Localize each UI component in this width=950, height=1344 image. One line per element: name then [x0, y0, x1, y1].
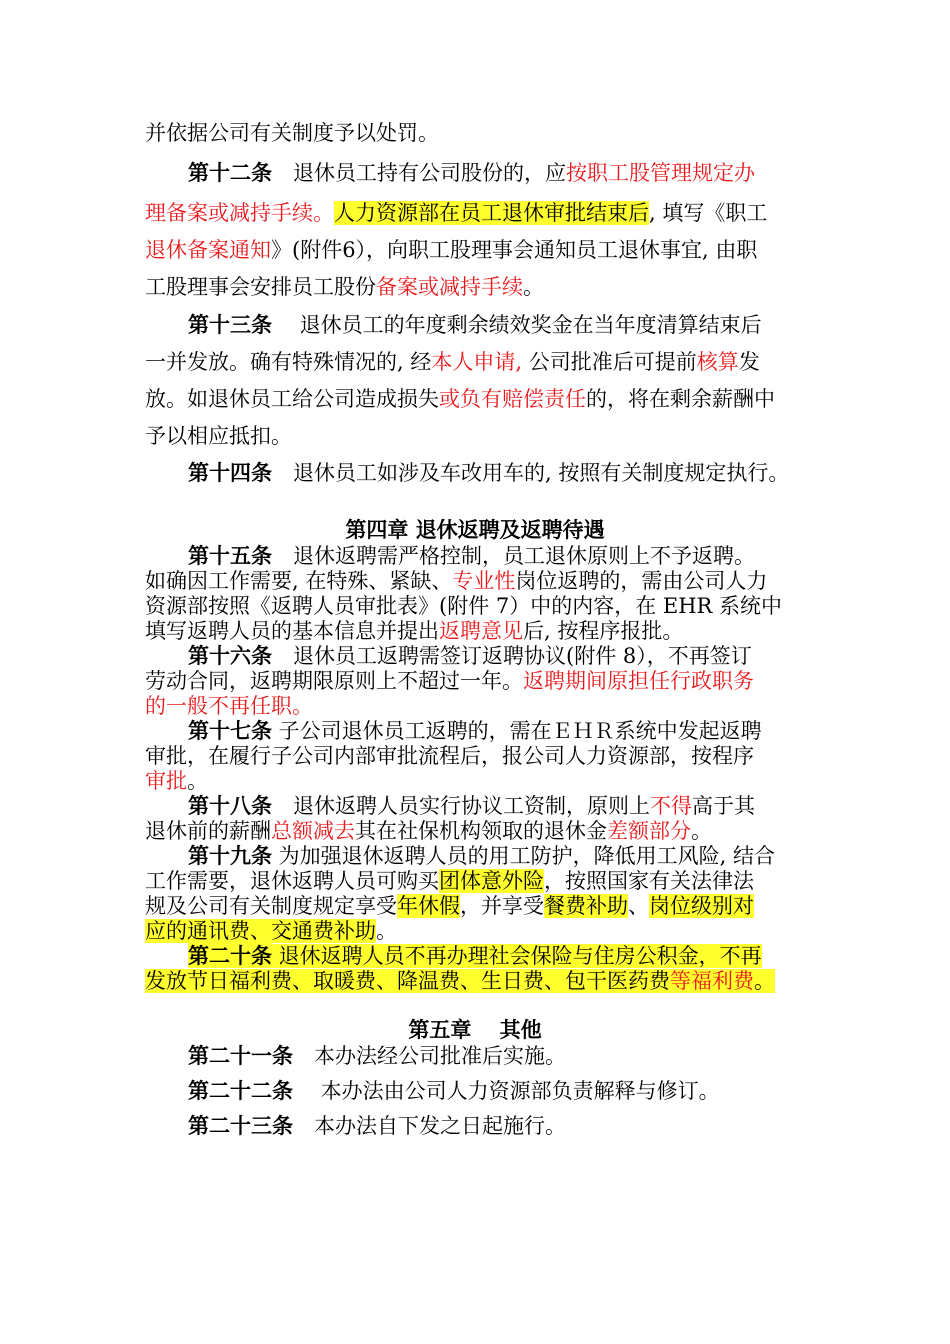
chapter-heading: [0, 1017, 950, 1043]
text-segment: 返聘期间原担任行政职务: [523, 669, 754, 693]
text-line: [145, 668, 950, 694]
text-segment: 第十七条: [188, 718, 272, 743]
text-segment: 本人申请,: [431, 350, 523, 374]
text-segment: 公司批准后可提前: [522, 350, 697, 374]
text-segment: 退休备案通知: [145, 238, 271, 262]
text-segment: 规及公司有关制度规定享受: [145, 894, 397, 918]
text-segment: 。: [187, 769, 208, 793]
text-segment: 总额减去: [271, 819, 355, 843]
text-segment: 第十三条: [188, 312, 272, 337]
text-line: [188, 310, 950, 340]
text-segment: 发: [738, 350, 760, 374]
text-line: [145, 693, 950, 719]
text-segment: ，并享受: [460, 894, 544, 918]
text-segment: 工作需要，退休返聘人员可购买: [145, 869, 439, 893]
text-segment: 退休员工持有公司股份的，应: [272, 161, 566, 185]
text-segment: 资源部按照《返聘人员审批表》(附件 7）中的内容，在 EHR 系统中: [145, 594, 783, 618]
text-segment: 核算: [696, 350, 739, 374]
text-segment: 的，将在剩余薪酬中: [586, 387, 775, 411]
text-segment: 的一般不再任职。: [145, 694, 313, 718]
text-line: [188, 458, 950, 488]
text-segment: 第五章 其他: [408, 1017, 542, 1042]
text-segment: 理备案或减持手续。: [145, 201, 334, 225]
text-segment: 团体意外险: [439, 869, 544, 893]
text-segment: 第四章 退休返聘及返聘待遇: [345, 517, 605, 542]
text-segment: 。: [691, 819, 712, 843]
text-segment: 或负有赔偿责任: [439, 387, 586, 411]
text-segment: , 填写《职工: [649, 201, 768, 225]
text-line: [188, 1043, 950, 1069]
text-segment: 第十九条: [188, 843, 272, 868]
text-segment: 人力资源部在员工退休审批结束后: [334, 201, 649, 225]
text-segment: 审批，在履行子公司内部审批流程后，报公司人力资源部，按程序: [145, 744, 754, 768]
text-line: [188, 543, 950, 569]
text-line: [145, 235, 950, 265]
text-segment: 第十八条: [188, 793, 272, 818]
text-segment: 并依据公司有关制度予以处罚。: [145, 121, 439, 145]
text-line: [145, 618, 950, 644]
text-segment: 。: [523, 275, 544, 299]
text-line: [145, 593, 950, 619]
text-line: [145, 198, 950, 228]
text-line: [188, 793, 950, 819]
text-segment: 返聘意见: [439, 619, 523, 643]
text-segment: 专业性: [452, 569, 516, 593]
text-segment: 餐费补助: [544, 894, 628, 918]
text-segment: 第十二条: [188, 160, 272, 185]
text-segment: 差额部分: [607, 819, 691, 843]
text-segment: 不得: [650, 794, 692, 818]
text-segment: 退休员工如涉及车改用车的, 按照有关制度规定执行。: [272, 461, 790, 485]
text-line: [145, 743, 950, 769]
text-line: [188, 843, 950, 869]
text-segment: 》(附件6），向职工股理事会通知员工退休事宜, 由职: [271, 238, 758, 262]
text-segment: 如确因工作需要, 在特殊、紧缺、: [145, 569, 453, 593]
text-segment: 。: [754, 969, 775, 993]
text-segment: 等福利费: [670, 969, 754, 993]
text-segment: 退休员工返聘需签订返聘协议(附件 8），不再签订: [272, 644, 752, 668]
text-segment: 第十五条: [188, 543, 272, 568]
text-segment: 为加强退休返聘人员的用工防护，降低用工风险, 结合: [272, 844, 776, 868]
text-segment: 退休返聘人员实行协议工资制，原则上: [272, 794, 650, 818]
text-line: [188, 1113, 950, 1139]
text-line: [188, 643, 950, 669]
text-segment: 工股理事会安排员工股份: [145, 275, 376, 299]
text-line: [145, 384, 950, 414]
chapter-heading: [0, 517, 950, 543]
text-segment: 填写返聘人员的基本信息并提出: [145, 619, 439, 643]
text-segment: 第十六条: [188, 643, 272, 668]
text-segment: 本办法经公司批准后实施。: [293, 1044, 566, 1068]
text-segment: 其在社保机构领取的退休金: [355, 819, 607, 843]
text-segment: 退休返聘需严格控制，员工退休原则上不予返聘。: [272, 544, 755, 568]
text-segment: 第二十三条: [188, 1113, 293, 1138]
text-segment: 、: [628, 894, 649, 918]
text-segment: 退休员工的年度剩余绩效奖金在当年度清算结束后: [272, 313, 762, 337]
text-segment: 第二十一条: [188, 1043, 293, 1068]
text-segment: 年休假: [397, 894, 460, 918]
text-line: [145, 868, 950, 894]
text-segment: 第二十二条: [188, 1078, 293, 1103]
text-segment: 应的通讯费、交通费补助: [145, 919, 376, 943]
text-line: [145, 347, 950, 377]
text-line: [145, 918, 950, 944]
text-line: [145, 768, 950, 794]
text-line: [188, 718, 950, 744]
text-line: [188, 943, 950, 969]
text-segment: 本办法由公司人力资源部负责解释与修订。: [293, 1079, 720, 1103]
text-line: [145, 568, 950, 594]
text-segment: 子公司退休员工返聘的，需在ＥＨＲ系统中发起返聘: [272, 719, 762, 743]
text-segment: 备案或减持手续: [376, 275, 523, 299]
text-segment: 予以相应抵扣。: [145, 424, 292, 448]
text-segment: 岗位级别对: [649, 894, 754, 918]
text-segment: ，按照国家有关法律法: [544, 869, 754, 893]
text-segment: 退休返聘人员不再办理社会保险与住房公积金，不再: [272, 944, 762, 968]
text-segment: 。: [376, 919, 397, 943]
text-segment: 按职工股管理规定办: [566, 161, 755, 185]
text-segment: 第十四条: [188, 460, 272, 485]
text-line: [145, 421, 950, 451]
text-line: [188, 158, 950, 188]
text-segment: 一并发放。确有特殊情况的, 经: [145, 350, 432, 374]
text-line: [145, 818, 950, 844]
text-segment: 发放节日福利费、取暖费、降温费、生日费、包干医药费: [145, 969, 670, 993]
text-segment: 本办法自下发之日起施行。: [293, 1114, 566, 1138]
text-segment: 高于其: [692, 794, 755, 818]
text-segment: 退休前的薪酬: [145, 819, 271, 843]
text-line: [145, 272, 950, 302]
text-segment: 第二十条: [188, 943, 272, 968]
text-line: [145, 893, 950, 919]
text-segment: 岗位返聘的，需由公司人力: [515, 569, 768, 593]
text-segment: 劳动合同，返聘期限原则上不超过一年。: [145, 669, 523, 693]
text-segment: 放。如退休员工给公司造成损失: [145, 387, 439, 411]
text-line: [188, 1078, 950, 1104]
text-segment: 审批: [145, 769, 187, 793]
text-line: [145, 118, 950, 148]
text-segment: 后, 按程序报批。: [523, 619, 684, 643]
text-line: [145, 968, 950, 994]
